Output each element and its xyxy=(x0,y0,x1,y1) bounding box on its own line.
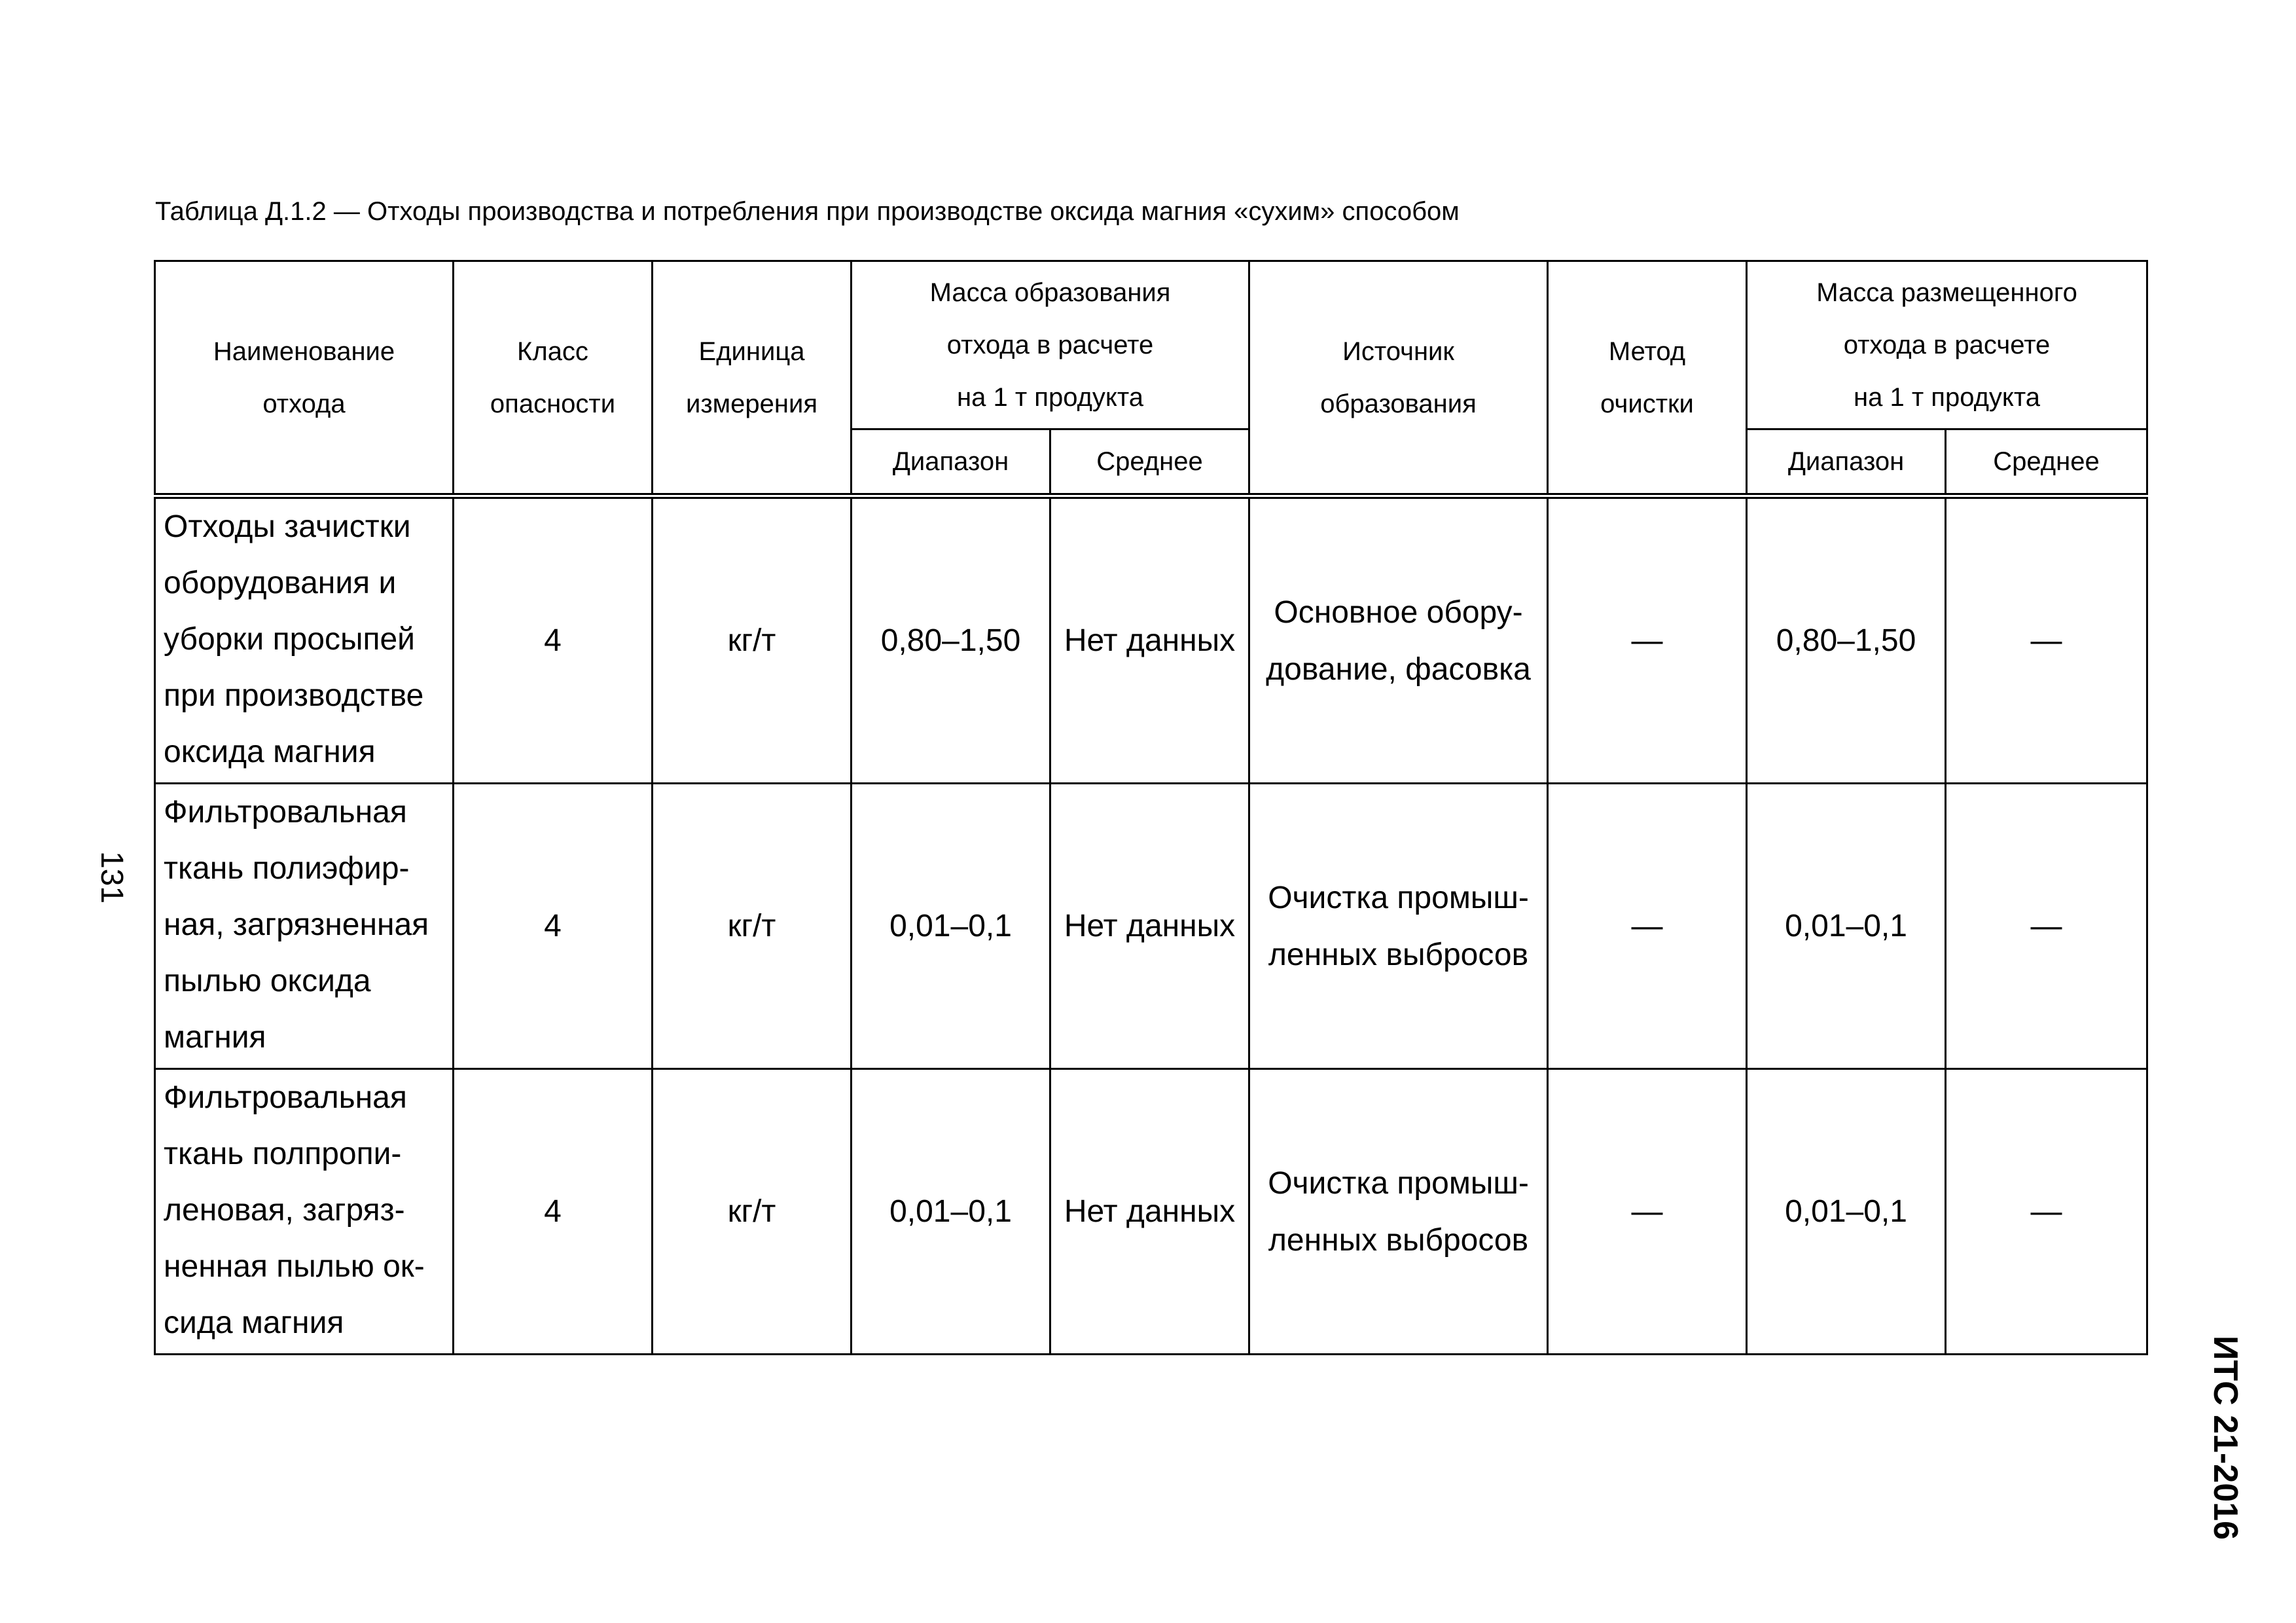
header-mass-placed-line: отхода в расчете xyxy=(1843,331,2051,359)
header-average-placed: Среднее xyxy=(1946,429,2147,496)
cell-unit: кг/т xyxy=(653,784,852,1069)
header-name-line: отхода xyxy=(262,389,346,418)
table-row xyxy=(155,1069,2147,1355)
header-source-line: Источник xyxy=(1342,337,1454,366)
header-class-line: Класс xyxy=(517,337,588,366)
name-line: магния xyxy=(164,1020,266,1055)
document-code-text: ИТС 21-2016 xyxy=(2206,1336,2244,1540)
header-mass-placed-line: Масса размещенного xyxy=(1816,278,2077,307)
cell-waste-name xyxy=(155,1069,454,1355)
header-mass-formation xyxy=(852,261,1249,429)
cell-form-average: Нет данных xyxy=(1050,1069,1249,1355)
source-line: Очистка промыш- xyxy=(1268,880,1529,915)
name-line: при производстве xyxy=(164,678,424,713)
cell-placed-range: 0,01–0,1 xyxy=(1747,784,1946,1069)
header-mass-placed xyxy=(1747,261,2147,429)
source-line: Основное обору- xyxy=(1274,594,1523,630)
header-mass-form-line: на 1 т продукта xyxy=(957,383,1143,412)
cell-hazard-class: 4 xyxy=(454,496,653,784)
cell-method: — xyxy=(1548,784,1747,1069)
cell-source xyxy=(1249,496,1548,784)
cell-method: — xyxy=(1548,1069,1747,1355)
header-hazard-class xyxy=(454,261,653,496)
header-range: Диапазон xyxy=(852,429,1050,496)
cell-form-range: 0,01–0,1 xyxy=(852,784,1050,1069)
cell-placed-range: 0,01–0,1 xyxy=(1747,1069,1946,1355)
header-unit-line: Единица xyxy=(698,337,805,366)
name-line: ненная пылью ок- xyxy=(164,1249,425,1284)
name-line: уборки просыпей xyxy=(164,622,415,657)
table-row xyxy=(155,784,2147,1069)
cell-unit: кг/т xyxy=(653,1069,852,1355)
cell-hazard-class: 4 xyxy=(454,784,653,1069)
cell-source xyxy=(1249,1069,1548,1355)
cell-hazard-class: 4 xyxy=(454,1069,653,1355)
cell-form-range: 0,80–1,50 xyxy=(852,496,1050,784)
header-name-line: Наименование xyxy=(213,337,395,366)
name-line: Фильтровальная xyxy=(164,1080,407,1115)
header-name xyxy=(155,261,454,496)
table-row xyxy=(155,496,2147,784)
cell-method: — xyxy=(1548,496,1747,784)
waste-table xyxy=(154,260,2148,1355)
name-line: Фильтровальная xyxy=(164,795,407,830)
cell-placed-average: — xyxy=(1946,496,2147,784)
name-line: ткань полпропи- xyxy=(164,1137,402,1171)
waste-table-container xyxy=(154,260,2146,1355)
cell-placed-range: 0,80–1,50 xyxy=(1747,496,1946,784)
header-method-line: Метод xyxy=(1608,337,1686,366)
header-method xyxy=(1548,261,1747,496)
header-average: Среднее xyxy=(1050,429,1249,496)
header-row-top xyxy=(155,261,2147,429)
page-number-text: 131 xyxy=(94,851,129,904)
document-code xyxy=(2186,1336,2251,1558)
table-caption: Таблица Д.1.2 — Отходы производства и потребления при производстве оксида магния «сухим» способом xyxy=(155,197,1460,226)
header-method-line: очистки xyxy=(1600,389,1694,418)
cell-waste-name xyxy=(155,784,454,1069)
name-line: оборудования и xyxy=(164,566,397,600)
header-mass-placed-line: на 1 т продукта xyxy=(1854,383,2040,412)
name-line: ная, загрязненная xyxy=(164,907,429,942)
name-line: оксида магния xyxy=(164,735,376,769)
cell-form-average: Нет данных xyxy=(1050,784,1249,1069)
header-class-line: опасности xyxy=(490,389,616,418)
header-source xyxy=(1249,261,1548,496)
cell-source xyxy=(1249,784,1548,1069)
header-source-line: образования xyxy=(1320,389,1477,418)
name-line: пылью оксида xyxy=(164,964,371,998)
source-line: дование, фасовка xyxy=(1266,651,1531,687)
header-mass-form-line: Масса образования xyxy=(929,278,1171,307)
header-range-placed: Диапазон xyxy=(1747,429,1946,496)
cell-waste-name xyxy=(155,496,454,784)
header-unit xyxy=(653,261,852,496)
name-line: ткань полиэфир- xyxy=(164,851,410,886)
cell-placed-average: — xyxy=(1946,784,2147,1069)
page-number xyxy=(92,851,144,917)
source-line: Очистка промыш- xyxy=(1268,1165,1529,1201)
cell-form-average: Нет данных xyxy=(1050,496,1249,784)
cell-placed-average: — xyxy=(1946,1069,2147,1355)
name-line: Отходы зачистки xyxy=(164,509,411,544)
header-mass-form-line: отхода в расчете xyxy=(946,331,1154,359)
header-unit-line: измерения xyxy=(685,389,817,418)
cell-form-range: 0,01–0,1 xyxy=(852,1069,1050,1355)
source-line: ленных выбросов xyxy=(1268,937,1529,972)
cell-unit: кг/т xyxy=(653,496,852,784)
source-line: ленных выбросов xyxy=(1268,1222,1529,1258)
name-line: леновая, загряз- xyxy=(164,1193,405,1228)
name-line: сида магния xyxy=(164,1305,344,1340)
